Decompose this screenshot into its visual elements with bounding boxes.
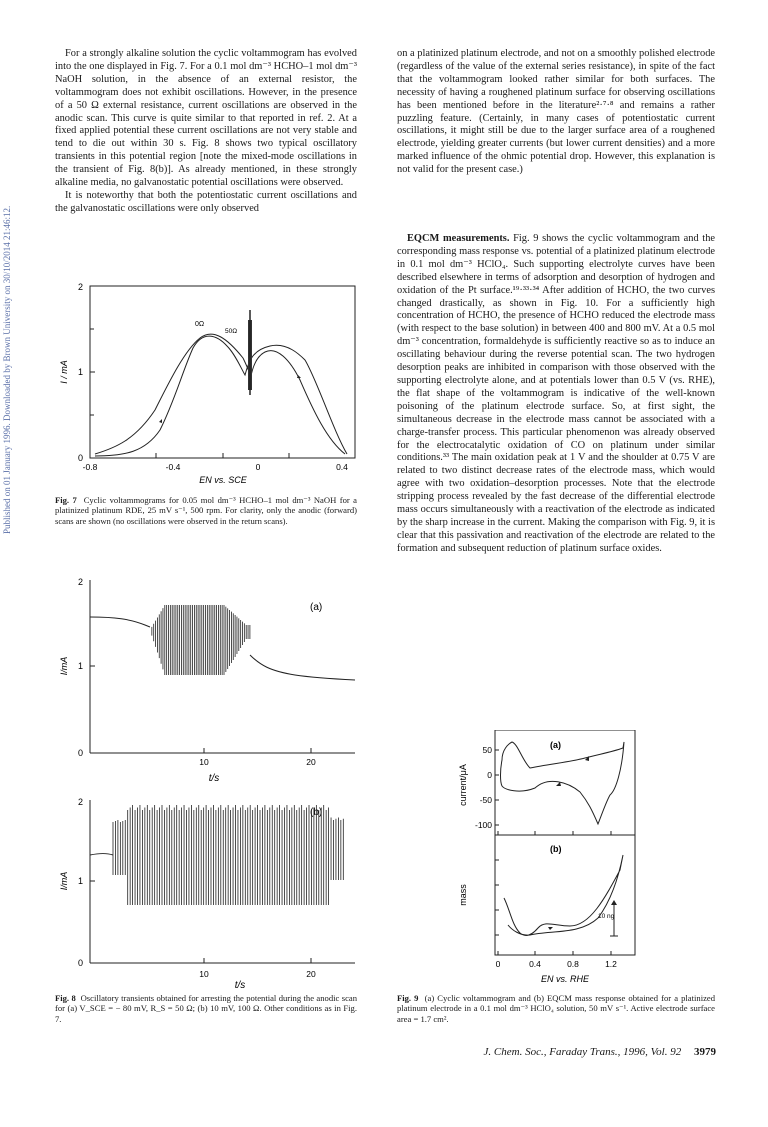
y-tick-label: 2	[77, 282, 83, 292]
y-tick-label: 0	[77, 453, 83, 463]
x-tick-label: 0.4	[336, 462, 348, 472]
y-tick-label: 0	[77, 748, 83, 758]
oscillation-trace	[113, 805, 343, 905]
paragraph: It is noteworthy that both the potentiostatic current oscillations and the galvanostatic oscillations were only observed	[55, 189, 357, 214]
scale-bar-label: 10 ng	[598, 913, 615, 920]
x-axis-label: EN vs. RHE	[540, 974, 590, 984]
y-tick-label: 1	[77, 367, 83, 377]
right-column-text	[397, 48, 715, 177]
x-tick-label: -0.4	[165, 462, 181, 472]
y-tick-label: 50	[482, 745, 492, 755]
y-tick-label: -100	[474, 820, 492, 830]
y-axis-label: I/mA	[59, 871, 69, 891]
x-axis-label: EN vs. SCE	[199, 475, 247, 485]
y-axis-label: I/mA	[59, 656, 69, 676]
x-tick-label: 0	[495, 959, 501, 969]
left-column-text	[55, 48, 357, 216]
download-watermark: Published on 01 January 1996. Downloaded by Brown University on 30/10/2014 21:46:12.	[2, 205, 12, 535]
y-axis-label: I / mA	[59, 360, 69, 384]
x-tick-label: -0.8	[82, 462, 98, 472]
figure-8-caption: Fig. 8 Oscillatory transients obtained for arresting the potential during the anodic scan for (a) V_SCE = − 80 mV, R_S = 50 Ω; (b) 10 mV, 100 Ω. Other conditions as in Fig. 7.	[55, 993, 358, 1024]
panel-label: (a)	[550, 740, 561, 750]
journal-citation: J. Chem. Soc., Faraday Trans., 1996, Vol. 92	[483, 1046, 682, 1058]
curve-label-0-ohm: 0Ω	[195, 321, 205, 328]
panel-label: (a)	[310, 602, 323, 613]
x-tick-label: 0	[255, 462, 261, 472]
y-tick-label: -50	[479, 795, 492, 805]
figure-7-caption: Fig. 7 Cyclic voltammograms for 0.05 mol dm⁻³ HCHO–1 mol dm⁻³ NaOH for a platinized platinum RDE, 25 mV s⁻¹, 500 rpm. For clarity, only the anodic (forward) scans are shown (no oscillations were observed in the return scans).	[55, 495, 357, 526]
figure-8a-transient	[55, 575, 365, 790]
y-tick-label: 1	[77, 876, 83, 886]
figure-9-caption: Fig. 9 (a) Cyclic voltammogram and (b) EQCM mass response obtained for a platinized platinum electrode in a 0.1 mol dm⁻³ HClO₄ solution, 50 mV s⁻¹. Active electrode surface area = 1.7 cm².	[397, 993, 716, 1024]
paragraph: Fig. 9 shows the cyclic voltammogram and the corresponding mass response vs. potential of a platinized platinum electrode in 0.1 mol dm⁻³ HClO₄. Such supporting electrolyte curves have been described elsewhere in terms of adsorption and desorption of hydrogen and oxidation of the Pt surface.¹⁹·³³·³⁴ After addition of HCHO, the two curves changed drastically, as shown in Fig. 10. For a sufficiently high concentration of HCHO, the presence of HCHO reduced the electrode mass (with respect to the base solution) in between 400 and 800 mV. At a 0.5 mol dm⁻³ concentration, formaldehyde is sufficiently reactive so as to induce an oscillating behaviour during the reverse potential scan. The two hydrogen desorption peaks are inhibited in comparison with those observed with the supporting electrolyte alone, and at potentials lower than 0.5 V (vs. RHE), the flat shape of the voltammogram is indicative of the well-known poisoning of the platinum electrode surface. So, at first sight, the simultaneous decrease in the electrode mass cannot be associated with a charge-transfer process. This particular phenomenon was already observed for the electrocatalytic oxidation of CO on platinum under similar conditions.³³ The main oxidation peak at 1 V and the shoulder at 0.75 V are related to two distinct decrease rates of the electrode mass, which would agree with two oxidation–desorption processes. Note that the electrode stripping process revealed by the fast decrease of the differential electrode mass occurs simultaneously with a reactivation of the electrode as indicated by the sharp increase in the current. Making the comparison with Fig. 9, it is clear that this passivation and reactivation of the electrode are related to the formation and subsequent reduction of platinum surface oxides.	[397, 233, 715, 554]
page-footer	[484, 1046, 716, 1058]
figure-9-eqcm	[440, 730, 700, 990]
y-tick-label: 2	[77, 797, 83, 807]
oscillation-trace	[150, 605, 250, 675]
paragraph: on a platinized platinum electrode, and not on a smoothly polished electrode (regardless of the value of the external series resistance), in spite of the fact that the voltammogram looked rather similar for both surfaces. The necessity of having a roughened platinum surface for observing oscillations has been mentioned before in the literature²·⁷·⁸ and remains a rather puzzling feature. (Certainly, in many cases of potentiostatic current oscillations, it might still be due to the larger surface area of a roughened electrode, yielding greater currents (but lower current densities) and a more marked influence of the ohmic potential drop. However, this explanation is not valid for the present case.)	[397, 48, 715, 176]
y-axis-label: current/μA	[458, 764, 468, 806]
y-tick-label: 1	[77, 661, 83, 671]
y-tick-label: 0	[487, 770, 492, 780]
x-tick-label: 10	[199, 969, 209, 979]
figure-7-voltammogram	[55, 280, 365, 490]
x-tick-label: 0.4	[529, 959, 541, 969]
y-tick-label: 2	[77, 577, 83, 587]
right-column-text-2	[397, 233, 715, 556]
curve-label-50-ohm: 50Ω	[225, 328, 238, 335]
x-tick-label: 20	[306, 757, 316, 767]
x-axis-label: t/s	[208, 773, 220, 784]
x-tick-label: 0.8	[567, 959, 579, 969]
page-number: 3979	[694, 1046, 716, 1058]
x-tick-label: 20	[306, 969, 316, 979]
y-axis-label: mass	[458, 884, 468, 906]
section-heading: EQCM measurements.	[407, 233, 510, 244]
x-tick-label: 10	[199, 757, 209, 767]
panel-label: (b)	[310, 807, 323, 818]
figure-8b-transient	[55, 795, 365, 995]
x-tick-label: 1.2	[605, 959, 617, 969]
y-tick-label: 0	[77, 958, 83, 968]
paragraph: For a strongly alkaline solution the cyclic voltammogram has evolved into the one displayed in Fig. 7. For a 0.1 mol dm⁻³ HCHO–1 mol dm⁻³ NaOH solution, in the absence of an external resistor, the voltammogram does not exhibit oscillations. However, in the presence of a 50 Ω external resistance, current oscillations are observed in the anodic scan. This curve is quite similar to that reported in ref. 2. At a fixed applied potential these current oscillations are not very stable and tend to die out within 30 s. Fig. 8 shows two typical oscillatory transients in this potential region [note the mixed-mode oscillations in the transient of Fig. 8(b)]. As already mentioned, in these strongly alkaline media, no galvanostatic potential oscillations were observed.	[55, 48, 357, 189]
panel-label: (b)	[550, 844, 562, 854]
x-axis-label: t/s	[234, 980, 246, 991]
